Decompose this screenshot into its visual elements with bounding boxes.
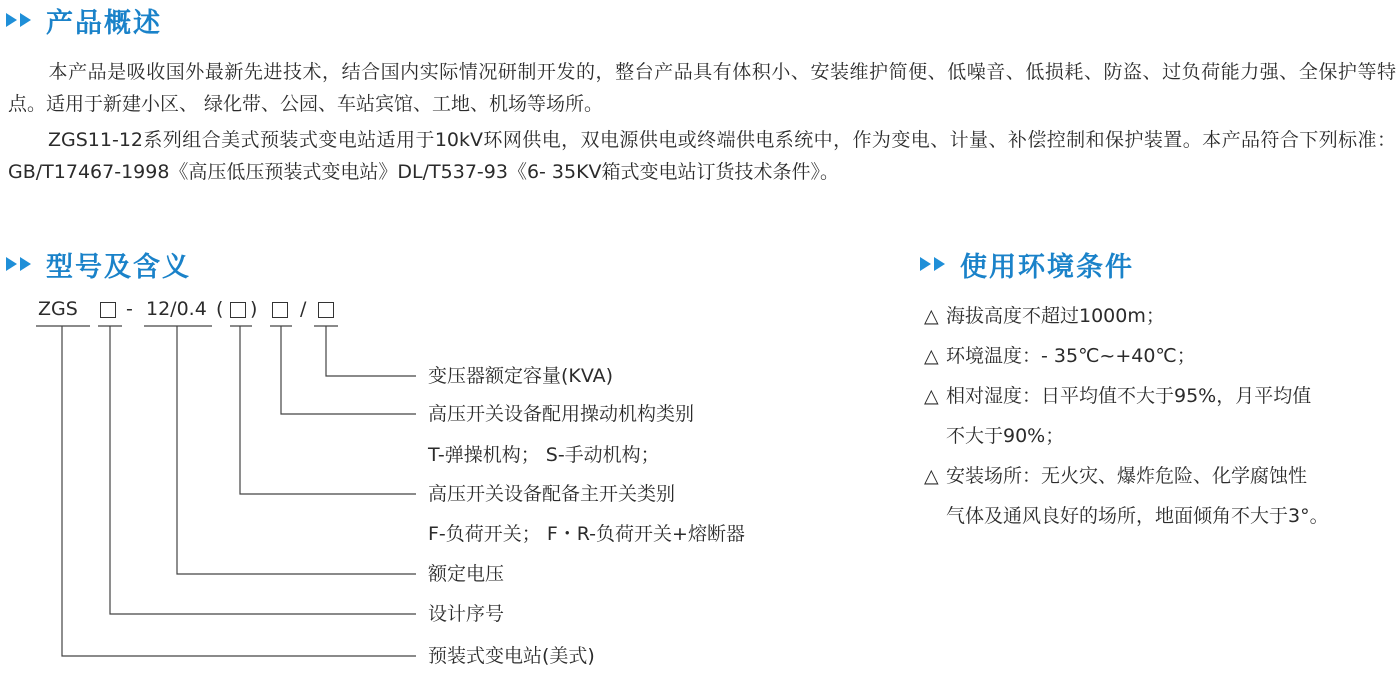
env-item-altitude: △ 海拔高度不超过1000m；	[924, 296, 1394, 336]
double-arrow-icon	[920, 257, 948, 271]
mechanism-box	[272, 302, 288, 318]
model-heading-text: 型号及含义	[46, 251, 191, 283]
model-slash: /	[300, 298, 307, 320]
env-item-site: △ 安装场所：无火灾、爆炸危险、化学腐蚀性	[924, 456, 1394, 496]
model-dash: -	[126, 298, 133, 320]
double-arrow-icon	[6, 257, 34, 271]
desc-series: 设计序号	[428, 603, 505, 625]
env-item-humidity: △ 相对湿度：日平均值不大于95%，月平均值	[924, 376, 1394, 416]
overview-heading	[6, 2, 162, 38]
capacity-box	[318, 302, 334, 318]
overview-heading-text: 产品概述	[46, 7, 162, 39]
paren-open: (	[216, 298, 224, 320]
env-item-site-cont: 气体及通风良好的场所，地面倾角不大于3°。	[946, 505, 1329, 527]
main-switch-box	[230, 302, 246, 318]
desc-type: 预装式变电站(美式)	[428, 645, 595, 667]
desc-mechanism: 高压开关设备配用操动机构类别	[428, 403, 695, 425]
environment-heading-text: 使用环境条件	[960, 251, 1134, 283]
desc-main-switch: 高压开关设备配备主开关类别	[428, 483, 676, 505]
series-box	[100, 302, 116, 318]
env-item-temperature: △ 环境温度：- 35℃~+40℃；	[924, 336, 1394, 376]
paren-close: )	[250, 298, 258, 320]
model-prefix: ZGS	[38, 298, 78, 320]
overview-paragraph-1: 本产品是吸收国外最新先进技术，结合国内实际情况研制开发的，整台产品具有体积小、安装维护简便、低噪音、低损耗、防盗、过负荷能力强、全保护等特点。适用于新建小区、 绿化带、公园、车站宾馆、工地、机场等场所。	[8, 61, 1396, 115]
desc-main-switch-options: F-负荷开关； F・R-负荷开关+熔断器	[428, 523, 745, 545]
triangle-icon: △	[924, 385, 939, 407]
model-voltage: 12/0.4	[146, 298, 207, 320]
desc-voltage: 额定电压	[428, 563, 505, 585]
env-item-humidity-cont: 不大于90%；	[946, 425, 1065, 447]
environment-list	[924, 296, 1394, 536]
environment-heading	[920, 246, 1134, 282]
double-arrow-icon	[6, 13, 34, 27]
triangle-icon: △	[924, 465, 939, 487]
overview-paragraph-2: ZGS11-12系列组合美式预装式变电站适用于10kV环网供电，双电源供电或终端供电系统中，作为变电、计量、补偿控制和保护装置。本产品符合下列标准：GB/T17467-1998《高压低压预装式变电站》DL/T537-93《6- 35KV箱式变电站订货技术条件》。	[8, 129, 1396, 183]
triangle-icon: △	[924, 345, 939, 367]
desc-capacity: 变压器额定容量(KVA)	[428, 365, 614, 387]
desc-mechanism-options: T-弹操机构； S-手动机构；	[428, 444, 660, 466]
model-heading	[6, 246, 191, 282]
triangle-icon: △	[924, 305, 939, 327]
